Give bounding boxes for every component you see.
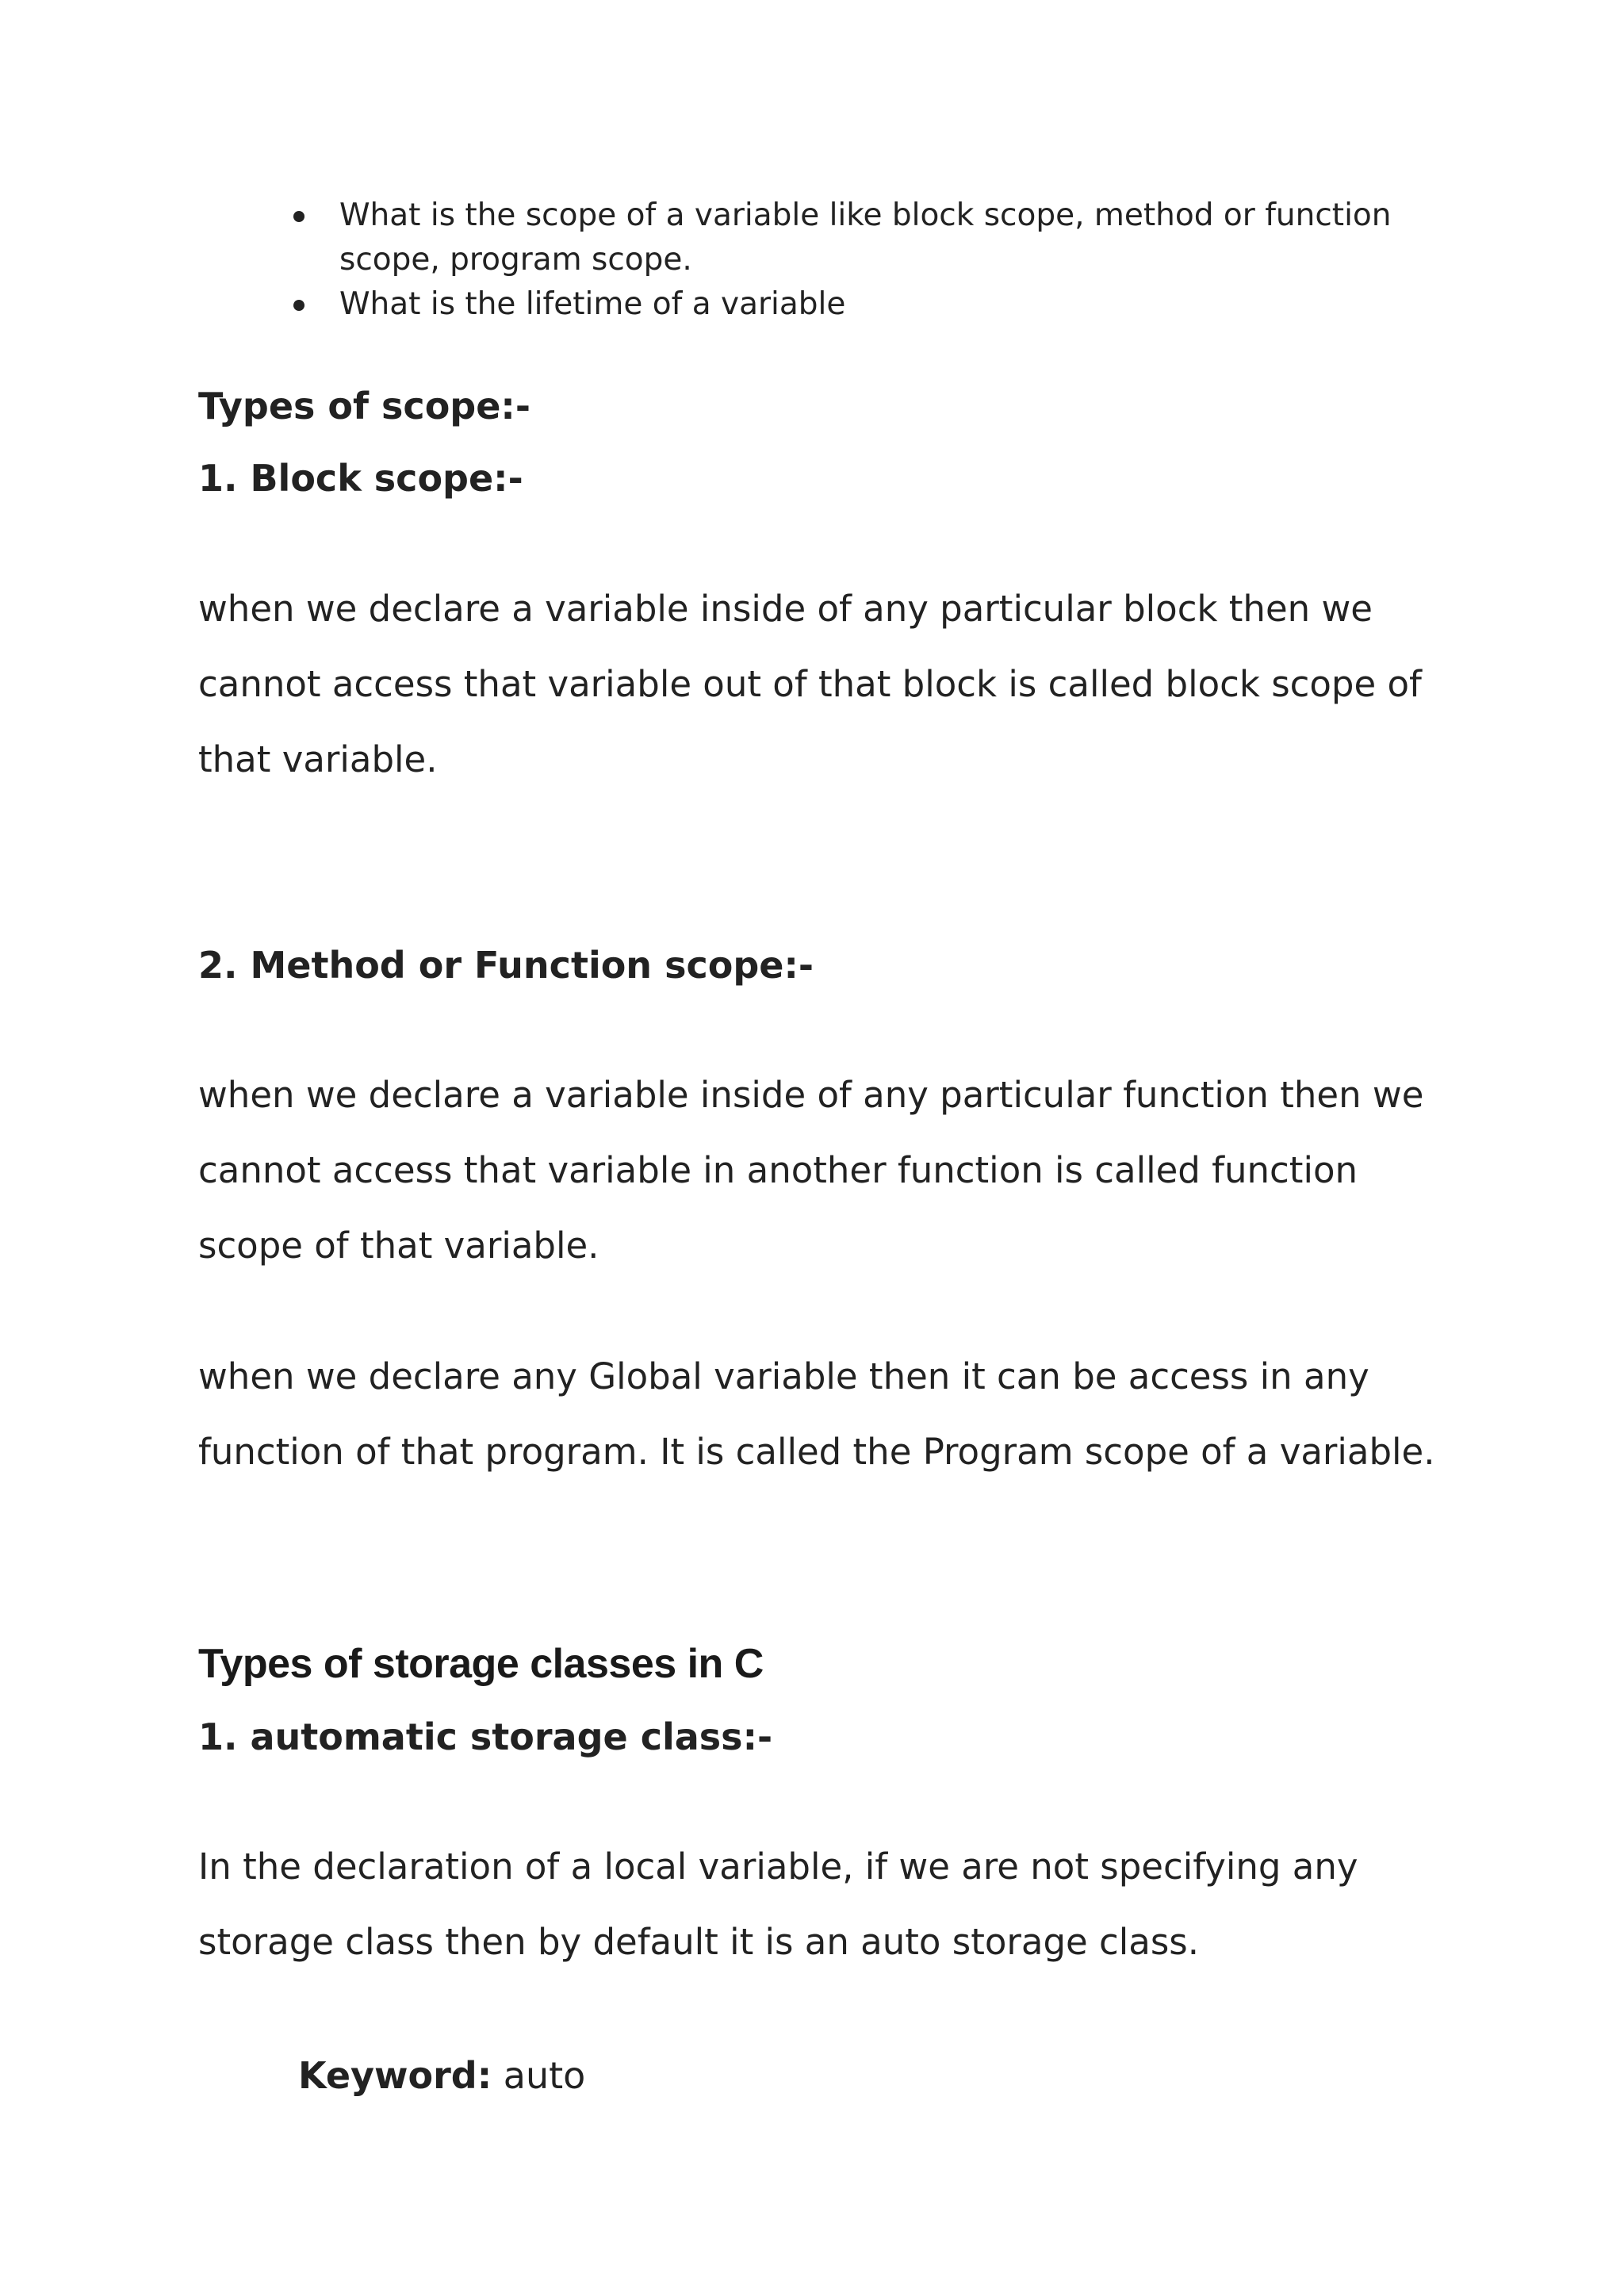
keyword-label: Keyword: xyxy=(298,2054,492,2097)
bullet-dot-icon xyxy=(293,300,304,311)
automatic-storage-paragraph: In the declaration of a local variable, if we are not specifying any storage class then by default it is an auto storage class. xyxy=(198,1846,1358,1963)
function-scope-paragraph: when we declare a variable inside of any particular function then we cannot access that variable in another function is called function scope of that variable. xyxy=(198,1074,1424,1267)
types-of-scope-heading: Types of scope:- xyxy=(198,385,530,427)
block-scope-heading: 1. Block scope:- xyxy=(198,457,523,500)
program-scope-paragraph: when we declare any Global variable then it can be access in any function of that program. It is called the Program scope of a variable. xyxy=(198,1355,1435,1473)
bullet-item xyxy=(285,194,1435,282)
bullet-text: What is the scope of a variable like block scope, method or function scope, program scope. xyxy=(339,197,1392,278)
keyword-value: auto xyxy=(503,2054,586,2097)
automatic-storage-heading: 1. automatic storage class:- xyxy=(198,1715,773,1758)
bullet-dot-icon xyxy=(293,211,304,222)
keyword-line xyxy=(298,2052,585,2099)
bullet-text: What is the lifetime of a variable xyxy=(339,286,846,322)
storage-classes-heading: Types of storage classes in C xyxy=(198,1641,764,1687)
bullet-item xyxy=(285,282,1435,327)
intro-bullet-list xyxy=(285,194,1435,327)
block-scope-paragraph: when we declare a variable inside of any particular block then we cannot access that variable out of that block is called block scope of that variable. xyxy=(198,588,1422,780)
function-scope-heading: 2. Method or Function scope:- xyxy=(198,944,814,987)
